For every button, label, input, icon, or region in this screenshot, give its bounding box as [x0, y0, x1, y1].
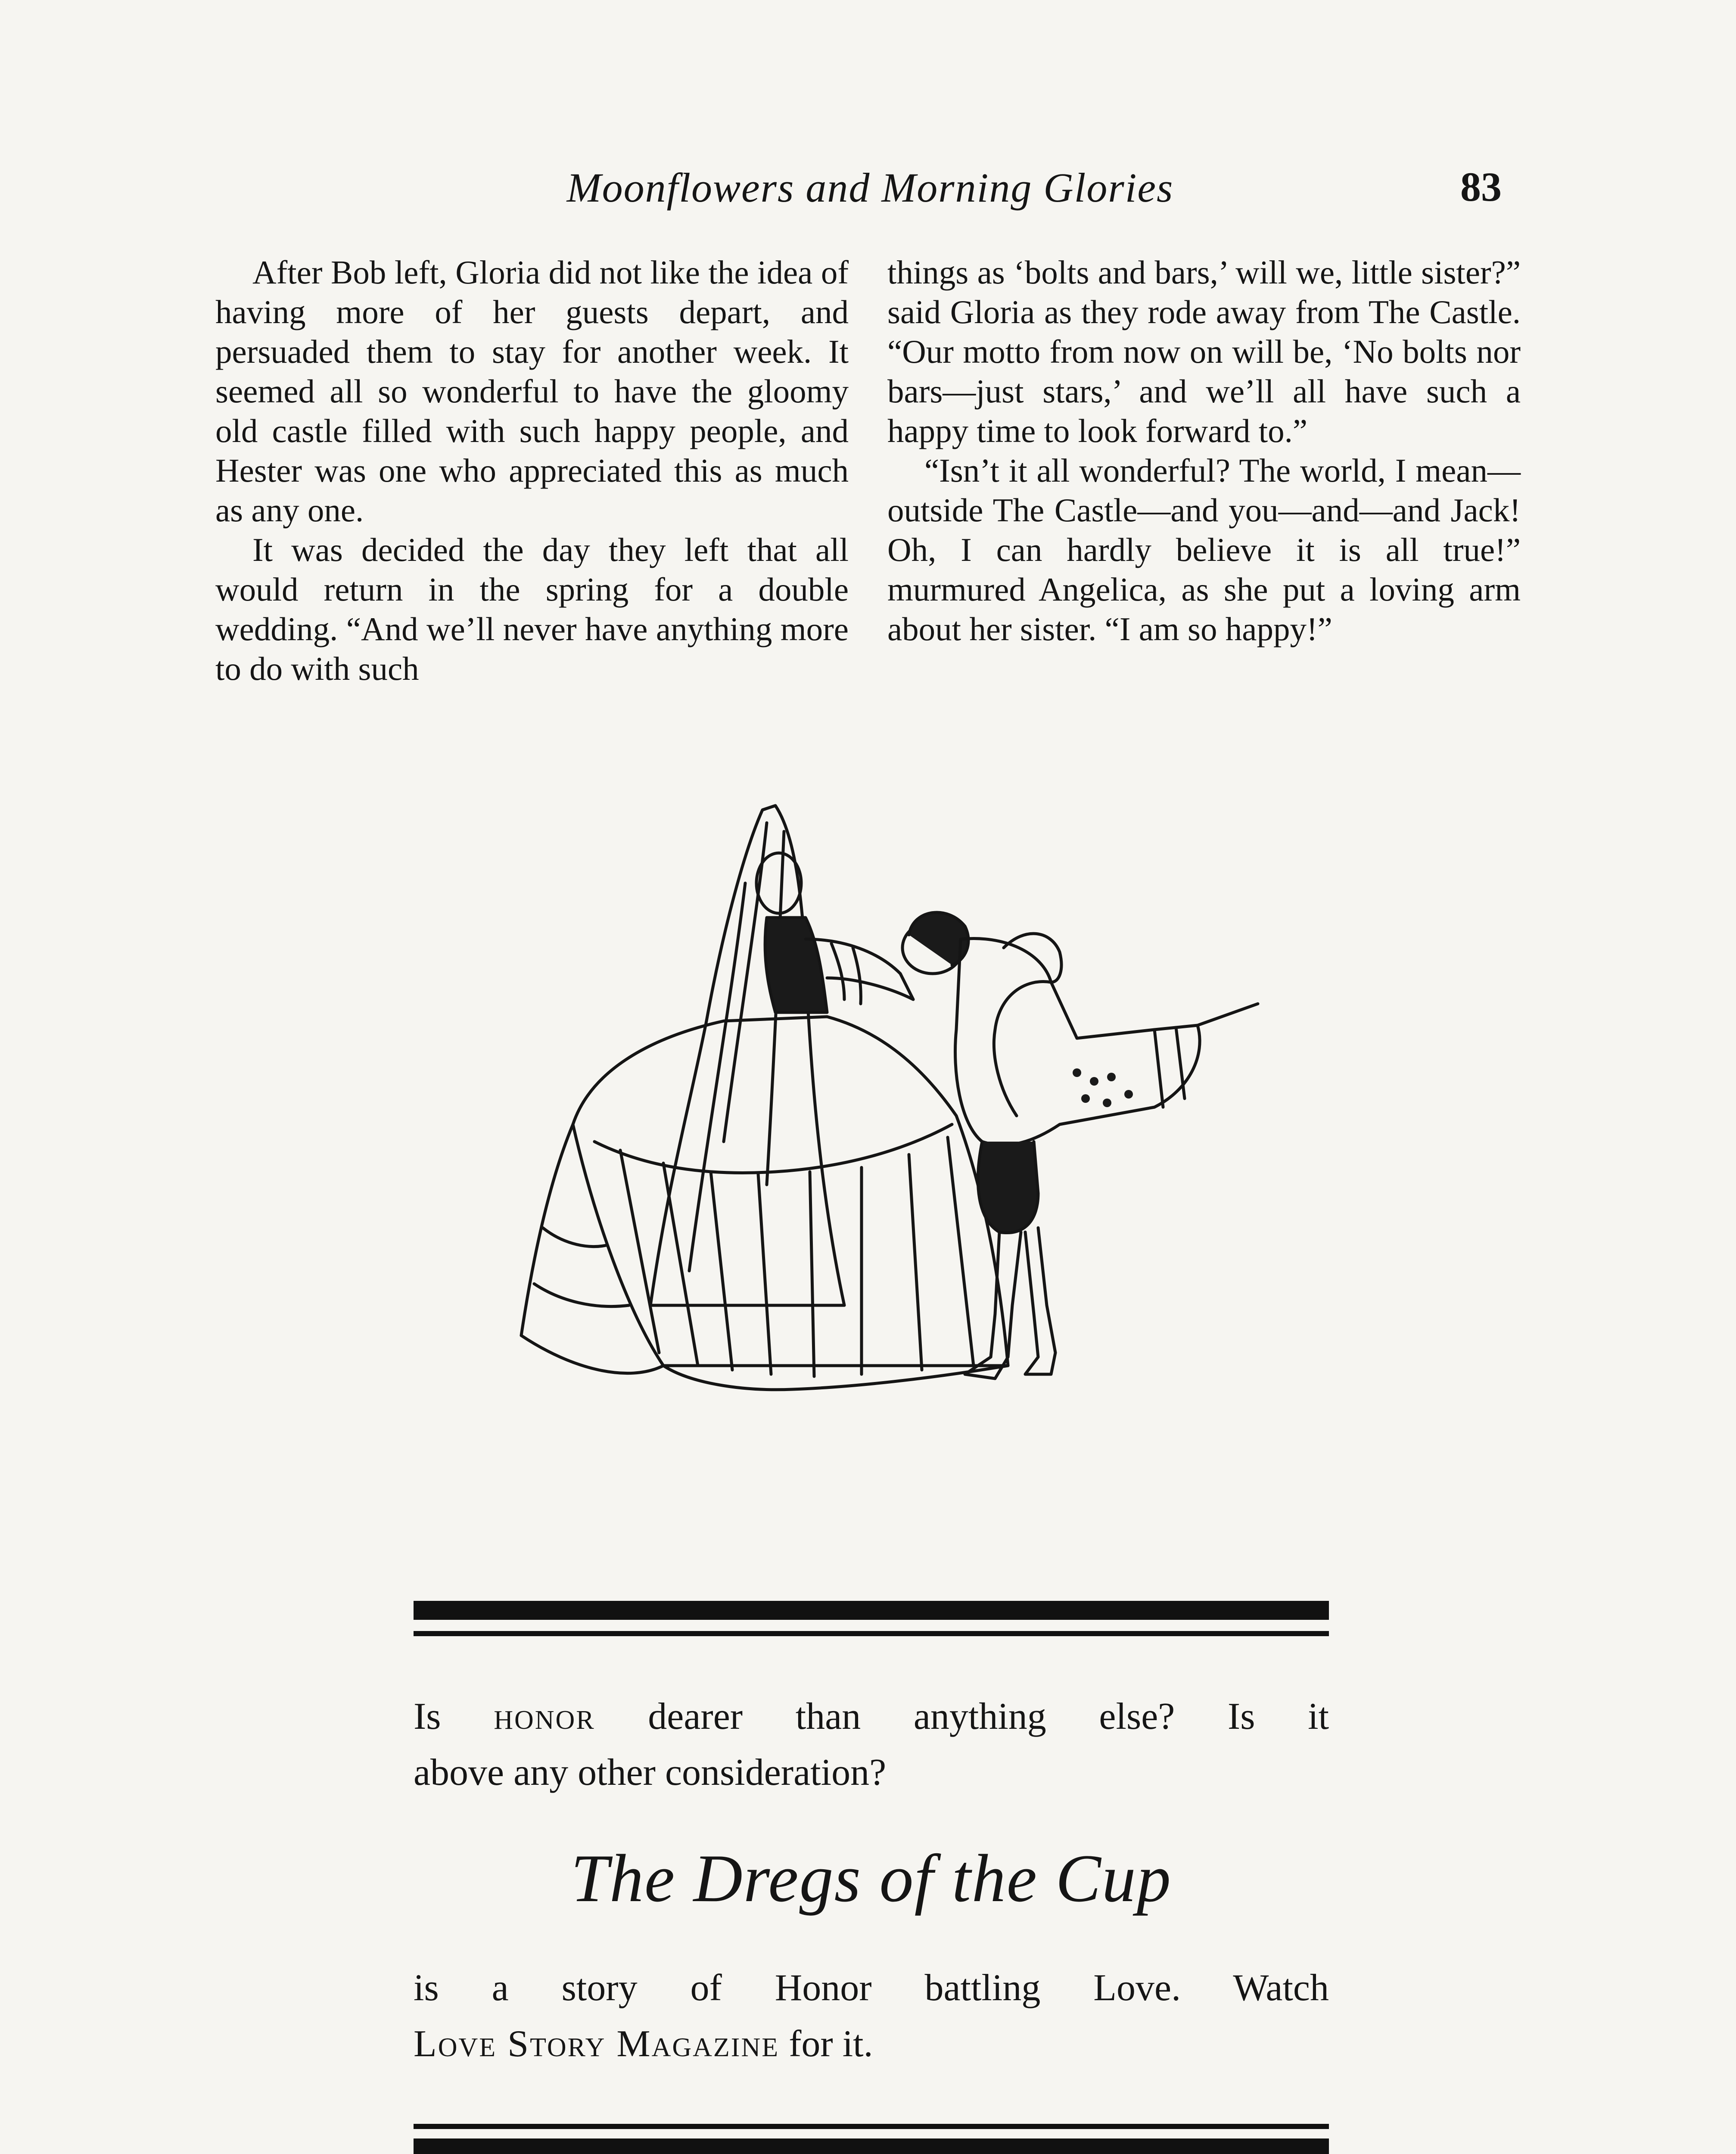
paragraph: “Isn’t it all wonderful? The world, I mean—outside The Castle—and you—and—and Jack! Oh, I can hardly believe it is all true!” murmured Angelica, as she put a loving arm about her sister. “I am so happy!”: [887, 452, 1521, 647]
lady-skirt: [573, 1017, 1008, 1366]
ad-description: [414, 1960, 1329, 2072]
story-column-right: [887, 252, 1521, 649]
decorative-rule: [414, 2124, 1329, 2129]
honor-word: honor: [494, 1696, 595, 1737]
story-column-left: [215, 252, 849, 688]
decorative-rule: [414, 1631, 1329, 1636]
courtship-illustration: [465, 797, 1292, 1413]
walking-cane: [1198, 1004, 1258, 1025]
ad-question-line: above any other consideration?: [414, 1752, 887, 1793]
magazine-name: Love Story Magazine: [414, 2023, 780, 2065]
paragraph: things as ‘bolts and bars,’ will we, little sister?” said Gloria as they rode away from The Castle. “Our motto from now on will be, ‘No bolts nor bars—just stars,’ and we’ll all have such a happy time to look forward to.”: [887, 254, 1521, 449]
gentleman-breeches: [978, 1142, 1038, 1233]
lady-veil: [650, 806, 844, 1305]
ad-description-line: is a story of Honor battling Love. Watch: [414, 1967, 1329, 2009]
lace-drape: [521, 1124, 663, 1373]
page-number: 83: [1460, 164, 1502, 210]
paragraph: After Bob left, Gloria did not like the idea of having more of her guests depart, and persuaded them to stay for another week. It seemed all so wonderful to have the gloomy old castle filled with such happy people, and Hester was one who appreciated this as much as any one.: [215, 254, 849, 529]
lady-head: [756, 853, 801, 913]
lady-bodice: [765, 918, 827, 1012]
paragraph: It was decided the day they left that all would return in the spring for a double wedding. “And we’ll never have anything more to do with such: [215, 531, 849, 687]
ad-story-title: The Dregs of the Cup: [571, 1841, 1172, 1916]
ad-description-line: Love Story Magazine for it.: [414, 2023, 873, 2065]
decorative-rule: [414, 2138, 1329, 2154]
decorative-rule: [414, 1601, 1329, 1620]
ad-question-line: Is honor dearer than anything else? Is it: [414, 1696, 1329, 1737]
ad-question: [414, 1689, 1329, 1801]
running-title: Moonflowers and Morning Glories: [566, 165, 1174, 211]
gentleman-coat: [955, 938, 1200, 1145]
